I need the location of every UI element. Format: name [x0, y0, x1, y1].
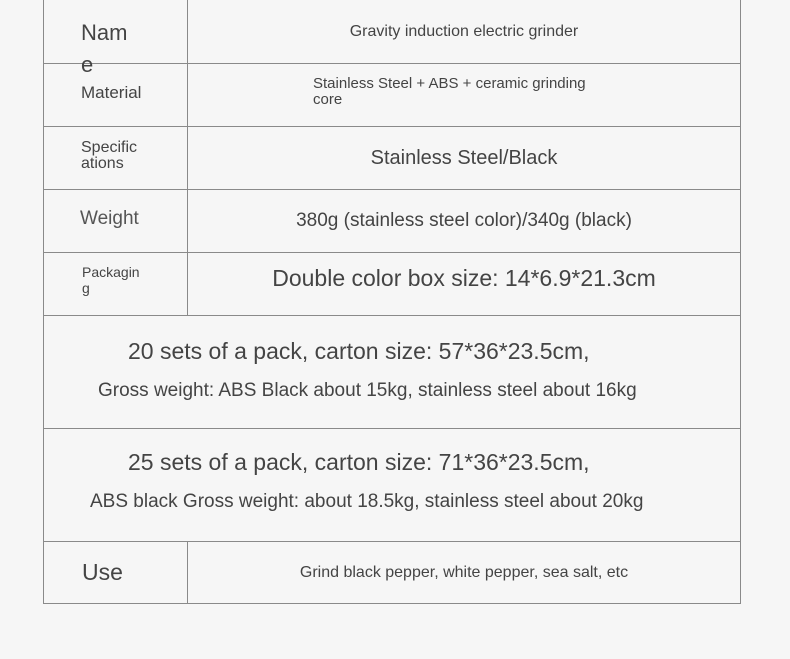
table-row-material — [44, 64, 740, 127]
table-row-specifications — [44, 127, 740, 190]
label-cell — [44, 0, 188, 77]
material-value: Stainless Steel + ABS + ceramic grinding core — [313, 75, 586, 108]
table-row-carton-25 — [44, 429, 740, 542]
table-row-carton-20 — [44, 316, 740, 429]
label-cell — [44, 127, 188, 189]
table-row-name — [44, 0, 740, 77]
use-label: Use — [82, 559, 123, 585]
value-cell — [188, 190, 740, 252]
name-value: Gravity induction electric grinder — [349, 22, 579, 40]
packaging-label: Packagin g — [82, 264, 140, 296]
specifications-label: Specific ations — [81, 139, 138, 172]
material-label: Material — [81, 83, 142, 102]
label-cell — [44, 64, 188, 126]
value-cell — [188, 64, 740, 126]
use-value: Grind black pepper, white pepper, sea salt, etc — [299, 564, 629, 581]
carton-20-size: 20 sets of a pack, carton size: 57*36*23.5cm, — [128, 338, 590, 364]
weight-label: Weight — [80, 208, 139, 229]
value-cell — [188, 542, 740, 604]
label-cell — [44, 190, 188, 252]
weight-value: 380g (stainless steel color)/340g (black) — [296, 210, 632, 231]
value-cell — [188, 0, 740, 63]
table-row-packaging — [44, 253, 740, 316]
name-label: Nam e — [81, 20, 128, 77]
full-cell — [44, 316, 740, 428]
carton-25-size: 25 sets of a pack, carton size: 71*36*23.5cm, — [128, 449, 590, 475]
value-cell — [188, 127, 740, 189]
carton-20-weight: Gross weight: ABS Black about 15kg, stainless steel about 16kg — [98, 380, 637, 401]
label-cell — [44, 253, 188, 315]
spec-table — [43, 0, 741, 604]
value-cell — [188, 253, 740, 315]
carton-25-weight: ABS black Gross weight: about 18.5kg, stainless steel about 20kg — [90, 491, 644, 512]
table-row-weight — [44, 190, 740, 253]
table-row-use — [44, 542, 740, 604]
label-cell — [44, 542, 188, 604]
full-cell — [44, 429, 740, 541]
specifications-value: Stainless Steel/Black — [370, 146, 558, 169]
packaging-value: Double color box size: 14*6.9*21.3cm — [272, 265, 656, 291]
